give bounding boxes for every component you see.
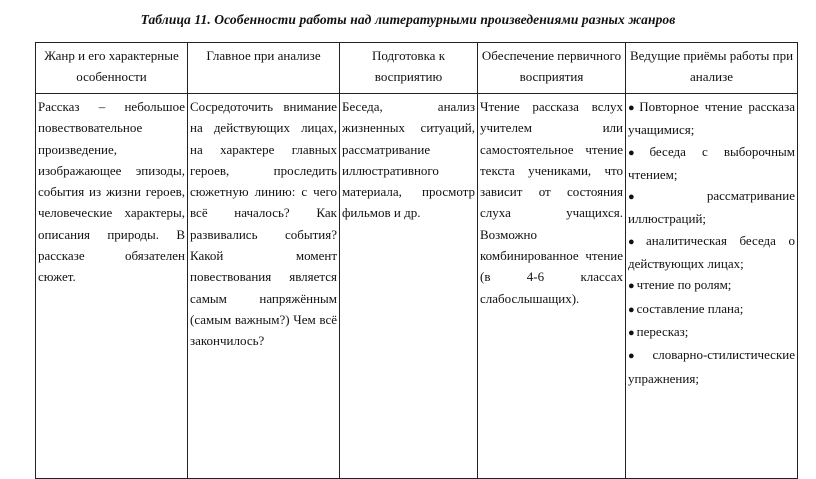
list-item: ● составление плана; bbox=[628, 300, 744, 316]
table-title: Таблица 11. Особенности работы над литературными произведениями разных жанров bbox=[140, 12, 676, 27]
cell-first-perception: Чтение рассказа вслух учителем или самостоятельное чтение текста учениками, что зависит от состояния слуха учащихся. Возможно комбинированное чтение (в 4-6 классах слабослышащих). bbox=[478, 94, 626, 479]
cell-genre: Рассказ – небольшое повествовательное произведение, изображающее эпизоды, события из жизни героев, человеческие характеры, описания природы. В рассказе обязателен сюжет. bbox=[36, 94, 188, 479]
bullet-icon: ● bbox=[628, 146, 648, 159]
header-preparation: Подготовка к восприятию bbox=[340, 43, 478, 94]
bullet-icon: ● bbox=[628, 303, 635, 316]
cell-preparation: Беседа, анализ жизненных ситуаций, рассматривание иллюстративного материала, просмотр фильмов и др. bbox=[340, 94, 478, 479]
cell-analysis-focus: Сосредоточить внимание на действующих лицах, на характере главных героев, проследить сюжетную линию: с чего всё началось? Как развивались события? Какой момент повествования является самым напряжённым (самым важным?) Чем всё закончилось? bbox=[188, 94, 340, 479]
header-first-perception: Обеспечение первичного восприятия bbox=[478, 43, 626, 94]
genre-analysis-table bbox=[35, 42, 798, 479]
bullet-icon: ● bbox=[628, 350, 651, 363]
cell-techniques bbox=[626, 94, 798, 479]
bullet-icon: ● bbox=[628, 326, 635, 339]
header-analysis-focus: Главное при анализе bbox=[188, 43, 340, 94]
header-row bbox=[36, 43, 798, 94]
list-item: ● рассматривание иллюстраций; bbox=[628, 188, 795, 227]
bullet-icon: ● bbox=[628, 191, 705, 204]
table-row bbox=[36, 94, 798, 479]
header-techniques: Ведущие приёмы работы при анализе bbox=[626, 43, 798, 94]
list-item: ● Повторное чтение рассказа учащимися; bbox=[628, 99, 795, 138]
bullet-icon: ● bbox=[628, 102, 638, 114]
bullet-icon: ● bbox=[628, 280, 635, 293]
bullet-icon: ● bbox=[628, 235, 644, 248]
list-item: ● словарно-стилистические упражнения; bbox=[628, 347, 795, 386]
list-item: ● чтение по ролям; bbox=[628, 277, 732, 293]
list-item: ● беседа с выборочным чтением; bbox=[628, 143, 795, 182]
list-item: ● пересказ; bbox=[628, 323, 689, 339]
techniques-list bbox=[628, 96, 795, 389]
header-genre: Жанр и его характерные особенности bbox=[36, 43, 188, 94]
list-item: ● аналитическая беседа о действующих лицах; bbox=[628, 232, 795, 272]
